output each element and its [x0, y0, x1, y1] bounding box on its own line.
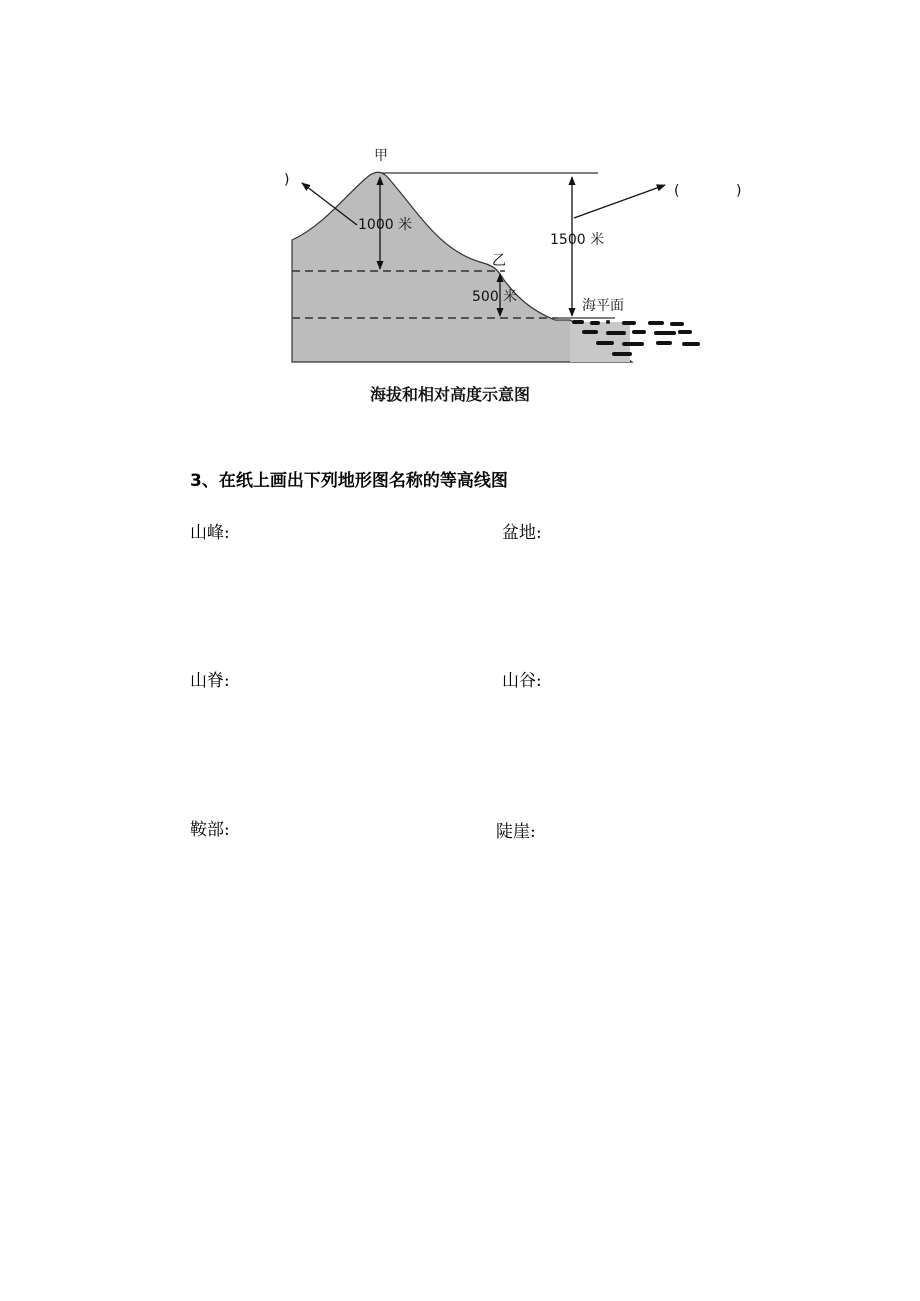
- label-peak: 山峰:: [190, 523, 230, 543]
- section-heading: 3、在纸上画出下列地形图名称的等高线图: [190, 471, 508, 491]
- left-blank: ): [284, 172, 290, 188]
- mid-label: 乙: [492, 253, 506, 269]
- sea-level-label: 海平面: [582, 298, 624, 314]
- altitude-diagram: [270, 130, 760, 420]
- label-ridge: 山脊:: [190, 671, 230, 691]
- figure-caption: 海拔和相对高度示意图: [370, 385, 531, 404]
- label-saddle: 鞍部:: [190, 820, 230, 840]
- relative-height-label: 1000 米: [358, 217, 413, 233]
- right-blank-open: (: [674, 183, 680, 199]
- label-basin: 盆地:: [502, 523, 542, 543]
- label-cliff: 陡崖:: [496, 822, 536, 842]
- right-pointer-arrow: [574, 185, 665, 218]
- right-blank-close: ): [736, 183, 742, 199]
- relative-height-2-label: 500 米: [472, 289, 518, 305]
- altitude-label: 1500 米: [550, 232, 605, 248]
- peak-label: 甲: [374, 148, 388, 164]
- label-valley: 山谷:: [502, 671, 542, 691]
